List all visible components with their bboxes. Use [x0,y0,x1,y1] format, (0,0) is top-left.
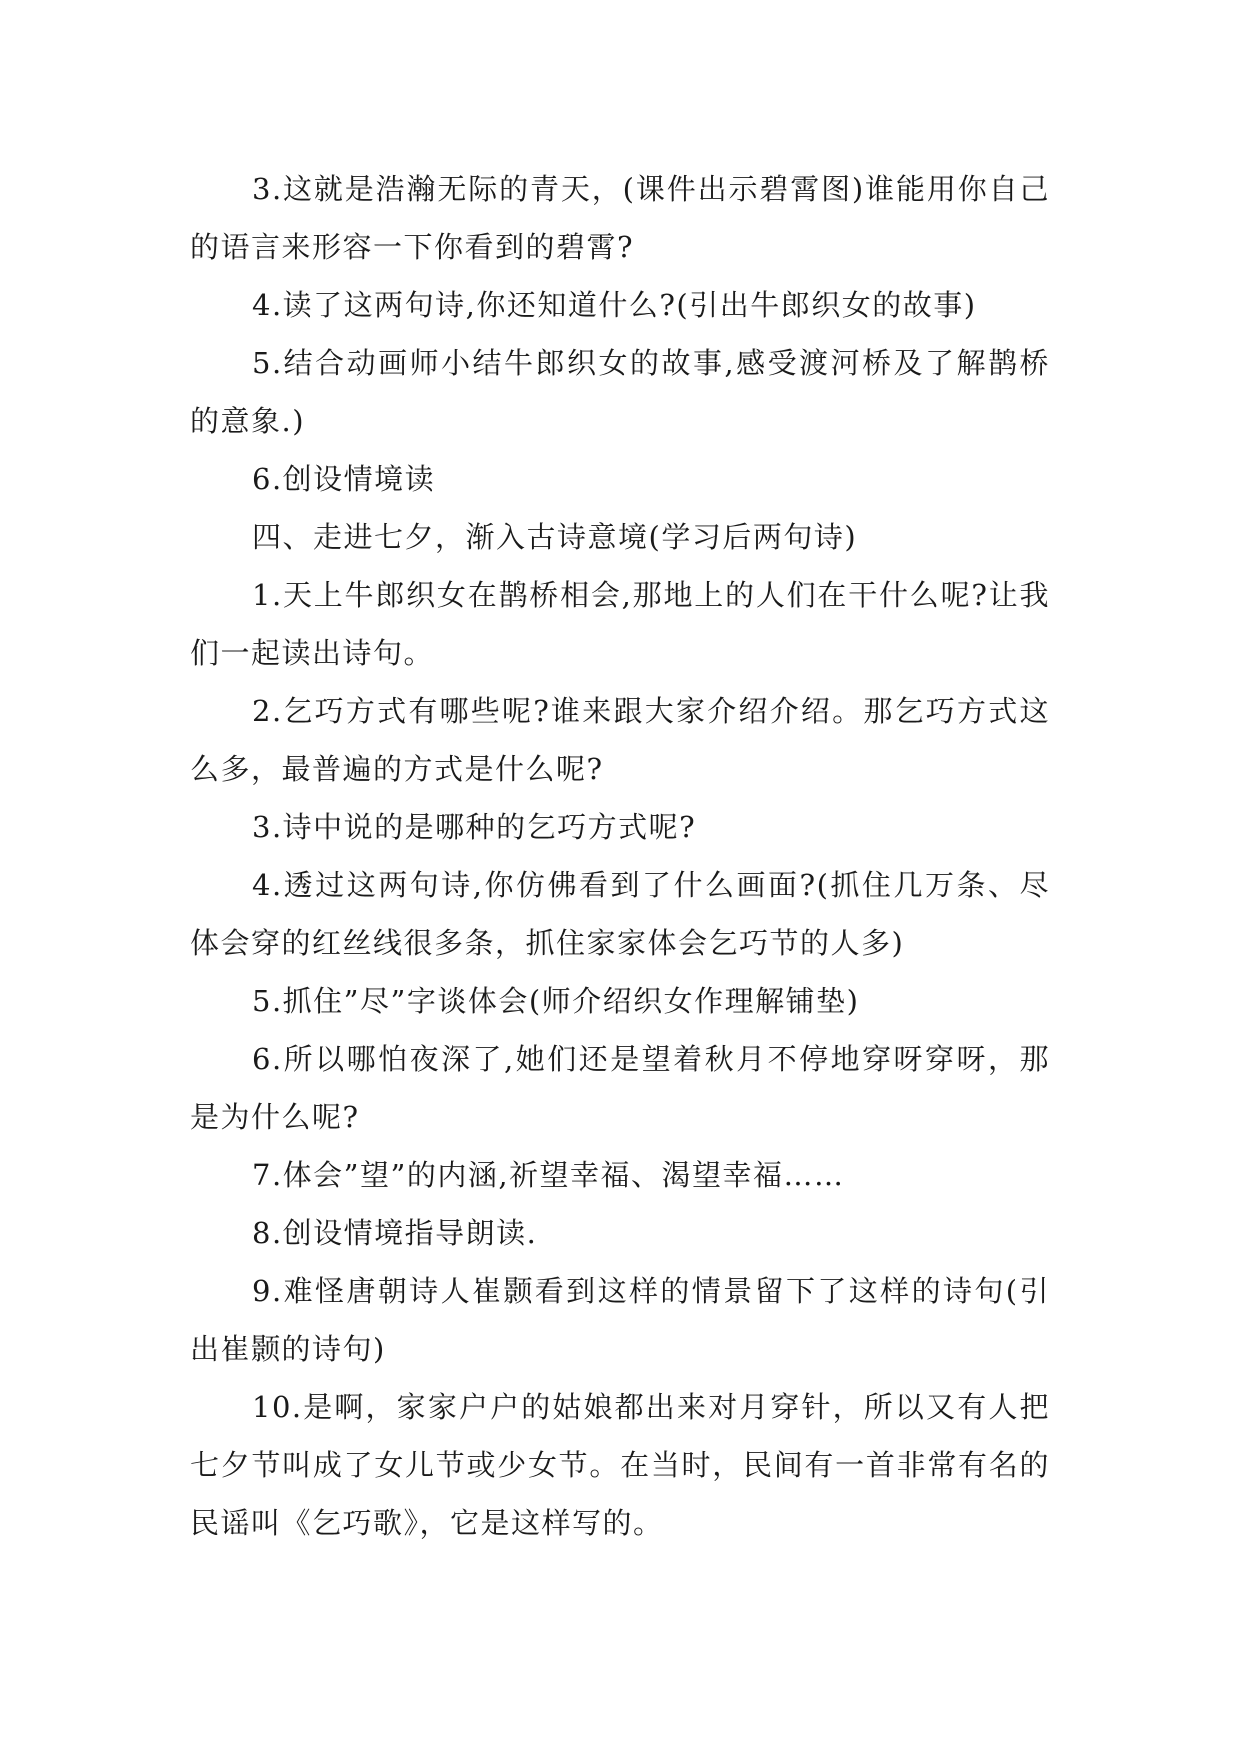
document-body [190,160,1050,1552]
paragraph: 6.所以哪怕夜深了,她们还是望着秋月不停地穿呀穿呀，那是为什么呢? [190,1042,1050,1134]
paragraph: 7.体会”望”的内涵,祈望幸福、渴望幸福…… [252,1158,845,1192]
paragraph: 8.创设情境指导朗读. [252,1216,538,1250]
paragraph: 4.读了这两句诗,你还知道什么?(引出牛郎织女的故事) [252,288,977,322]
section-heading: 四、走进七夕，渐入古诗意境(学习后两句诗) [252,520,858,554]
paragraph: 4.透过这两句诗,你仿佛看到了什么画面?(抓住几万条、尽体会穿的红丝线很多条，抓住家家体会乞巧节的人多) [190,868,1050,960]
paragraph: 9.难怪唐朝诗人崔颢看到这样的情景留下了这样的诗句(引出崔颢的诗句) [190,1274,1050,1366]
paragraph: 3.这就是浩瀚无际的青天，(课件出示碧霄图)谁能用你自己的语言来形容一下你看到的碧霄? [190,172,1050,264]
paragraph: 3.诗中说的是哪种的乞巧方式呢? [252,810,697,844]
paragraph: 1.天上牛郎织女在鹊桥相会,那地上的人们在干什么呢?让我们一起读出诗句。 [190,578,1050,670]
paragraph: 5.结合动画师小结牛郎织女的故事,感受渡河桥及了解鹊桥的意象.) [190,346,1050,438]
paragraph: 2.乞巧方式有哪些呢?谁来跟大家介绍介绍。那乞巧方式这么多，最普遍的方式是什么呢? [190,694,1050,786]
paragraph: 6.创设情境读 [252,462,436,496]
paragraph: 5.抓住”尽”字谈体会(师介绍织女作理解铺垫) [252,984,860,1018]
paragraph: 10.是啊，家家户户的姑娘都出来对月穿针，所以又有人把七夕节叫成了女儿节或少女节。在当时，民间有一首非常有名的民谣叫《乞巧歌》，它是这样写的。 [190,1390,1050,1540]
